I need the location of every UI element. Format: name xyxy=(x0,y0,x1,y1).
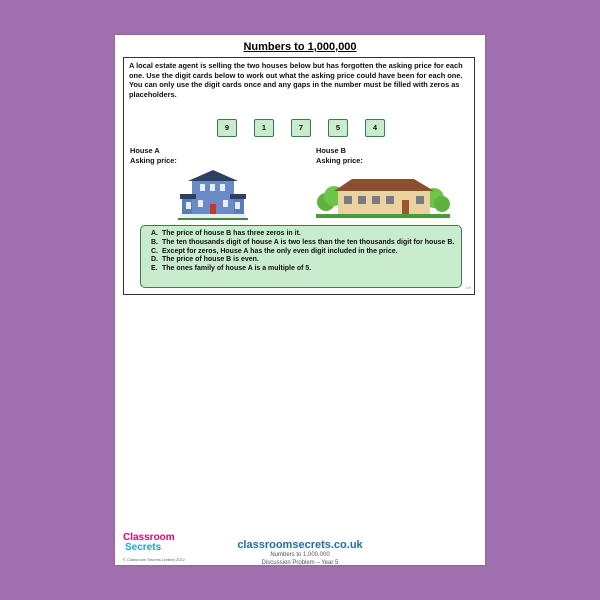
statement-text: The ten thousands digit of house A is two less than the ten thousands digit for house B. xyxy=(162,238,455,246)
classroom-secrets-logo xyxy=(123,533,175,553)
house-b-name: House B xyxy=(316,146,346,155)
statement-text: The ones family of house A is a multiple of 5. xyxy=(162,265,312,273)
logo-text-bottom: Secrets xyxy=(125,542,162,553)
footer-type: Discussion Problem – Year 5 xyxy=(261,560,339,566)
statements-box xyxy=(140,225,462,288)
house-a-label xyxy=(130,146,177,165)
logo-text-top: Classroom xyxy=(123,532,175,543)
worksheet-page xyxy=(115,35,485,565)
statement-letter: A. xyxy=(151,230,158,237)
house-b-price-label: Asking price: xyxy=(316,155,363,165)
statement-item xyxy=(151,265,455,274)
page-code: D9 xyxy=(465,285,471,290)
page-title: Numbers to 1,000,000 xyxy=(243,41,357,53)
question-panel xyxy=(123,57,475,295)
digit-card: 4 xyxy=(365,119,385,137)
footer-subtitle: Numbers to 1,000,000 xyxy=(270,552,330,558)
digit-card: 1 xyxy=(254,119,274,137)
site-url: classroomsecrets.co.uk xyxy=(237,539,363,551)
statement-letter: E. xyxy=(151,265,158,273)
digit-card-row xyxy=(124,119,476,139)
statement-item xyxy=(151,230,455,239)
statement-text: The price of house B is even. xyxy=(162,256,259,264)
statement-item xyxy=(151,248,455,257)
digit-card: 7 xyxy=(291,119,311,137)
question-intro: A local estate agent is selling the two houses below but has forgotten the asking price for each one. Use the digit cards below to work out what the asking price could have been for each one. You can only use the digit cards once and any gaps in the number must be filled with zeros as placeholders. xyxy=(129,61,463,99)
house-a-price-label: Asking price: xyxy=(130,155,177,165)
house-b-label xyxy=(316,146,363,165)
digit-card: 5 xyxy=(328,119,348,137)
house-b-image xyxy=(316,176,450,218)
statement-item xyxy=(151,256,455,265)
statement-letter: B. xyxy=(151,238,158,246)
statement-letter: C. xyxy=(151,247,158,255)
statement-letter: D. xyxy=(151,256,158,264)
copyright-text: © Classroom Secrets Limited 2022 xyxy=(123,557,185,562)
statement-text: Except for zeros, House A has the only even digit included in the price. xyxy=(162,247,398,255)
statement-item xyxy=(151,239,455,248)
statement-text: The price of house B has three zeros in it. xyxy=(162,230,301,237)
house-a-name: House A xyxy=(130,146,160,155)
footer-info xyxy=(195,539,405,567)
house-a-image xyxy=(178,168,248,220)
digit-card: 9 xyxy=(217,119,237,137)
